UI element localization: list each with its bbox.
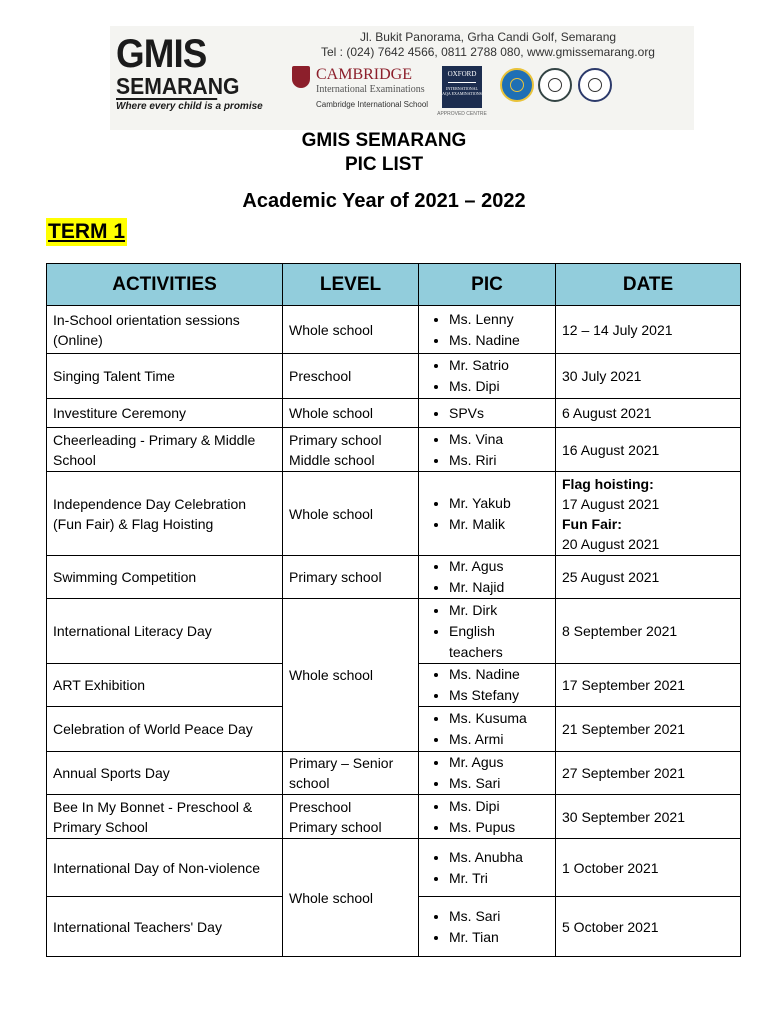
date-cell: 16 August 2021	[556, 428, 741, 472]
pic-item: • Mr. Agus	[449, 556, 549, 577]
activity-cell: Swimming Competition	[47, 556, 283, 599]
pic-item: • Ms. Vina	[449, 429, 549, 450]
date-cell: 21 September 2021	[556, 707, 741, 752]
level-line: Preschool	[289, 798, 352, 815]
pic-cell	[419, 556, 556, 599]
table-row	[47, 472, 741, 556]
date-cell: 27 September 2021	[556, 752, 741, 795]
table-row	[47, 599, 741, 664]
date-label-fun-fair: Fun Fair:	[562, 515, 622, 532]
oxford-caption: APPROVED CENTRE	[437, 111, 487, 117]
gmis-logo	[116, 32, 263, 124]
date-cell: 1 October 2021	[556, 839, 741, 897]
table-row	[47, 306, 741, 354]
date-cell: 30 July 2021	[556, 354, 741, 399]
pic-item: • Mr. Dirk	[449, 600, 549, 621]
pic-item: • English teachers	[449, 621, 549, 663]
date-cell: 30 September 2021	[556, 795, 741, 839]
pic-item: • Ms. Lenny	[449, 309, 549, 330]
date-cell: 12 – 14 July 2021	[556, 306, 741, 354]
pic-cell	[419, 664, 556, 707]
doc-title-list: PIC LIST	[344, 154, 424, 175]
pic-cell	[419, 472, 556, 556]
header-level: LEVEL	[283, 264, 419, 306]
level-line: Primary school	[289, 818, 382, 835]
oxford-sub: INTERNATIONAL AQA EXAMINATIONS	[442, 86, 482, 96]
level-cell: Whole school	[283, 306, 419, 354]
table-row	[47, 399, 741, 428]
tut-wuri-seal-icon	[500, 68, 534, 102]
term-heading: TERM 1	[46, 218, 127, 246]
pic-cell	[419, 839, 556, 897]
school-address: Jl. Bukit Panorama, Grha Candi Golf, Semarang	[359, 30, 617, 44]
date-cell: 17 September 2021	[556, 664, 741, 707]
pic-item: • Ms. Dipi	[449, 376, 549, 397]
date-cell: 5 October 2021	[556, 897, 741, 957]
pic-item: • Ms Stefany	[449, 685, 549, 706]
table-row	[47, 556, 741, 599]
school-address-block	[288, 30, 688, 60]
activity-cell: Independence Day Celebration (Fun Fair) & Flag Hoisting	[47, 472, 283, 556]
pic-item: • Mr. Agus	[449, 752, 549, 773]
level-line: Middle school	[289, 451, 375, 468]
activity-cell: Annual Sports Day	[47, 752, 283, 795]
cambridge-logo	[292, 64, 429, 114]
pic-cell	[419, 354, 556, 399]
table-row	[47, 839, 741, 897]
pic-item: • Mr. Najid	[449, 577, 549, 598]
header-pic: PIC	[419, 264, 556, 306]
level-cell: Preschool	[283, 354, 419, 399]
activity-cell: International Day of Non-violence	[47, 839, 283, 897]
pic-item: • Ms. Nadine	[449, 664, 549, 685]
doc-title-year: Academic Year of 2021 – 2022	[242, 190, 526, 212]
header-date: DATE	[556, 264, 741, 306]
cambridge-crest-icon	[292, 66, 310, 88]
table-row	[47, 752, 741, 795]
pic-item: • Mr. Satrio	[449, 355, 549, 376]
pic-item: • Mr. Malik	[449, 514, 549, 535]
pic-item: • Ms. Kusuma	[449, 708, 549, 729]
pic-cell	[419, 795, 556, 839]
header-activities: ACTIVITIES	[47, 264, 283, 306]
cambridge-sub: International Examinations	[316, 84, 425, 95]
pic-item: • Ms. Sari	[449, 773, 549, 794]
pic-cell	[419, 752, 556, 795]
pic-table	[46, 263, 741, 957]
activity-cell: Celebration of World Peace Day	[47, 707, 283, 752]
level-cell: Primary school	[283, 556, 419, 599]
pic-cell	[419, 897, 556, 957]
letterhead	[110, 26, 694, 130]
table-row	[47, 354, 741, 399]
pic-item: • Ms. Pupus	[449, 817, 549, 838]
date-flag-hoisting: 17 August 2021	[562, 495, 660, 512]
date-label-flag-hoisting: Flag hoisting:	[562, 475, 654, 492]
pic-cell	[419, 428, 556, 472]
logo-main-text: GMIS	[116, 32, 207, 76]
board-seal-icon	[538, 68, 572, 102]
logo-city-text: SEMARANG	[116, 73, 240, 99]
level-cell: Whole school	[283, 399, 419, 428]
school-contact: Tel : (024) 7642 4566, 0811 2788 080, www.gmissemarang.org	[321, 45, 655, 59]
level-cell: Whole school	[283, 599, 419, 752]
table-header-row	[47, 264, 741, 306]
oxford-logo	[442, 66, 482, 108]
date-cell: 25 August 2021	[556, 556, 741, 599]
level-line: Primary school	[289, 431, 382, 448]
date-cell: 8 September 2021	[556, 599, 741, 664]
association-seal-icon	[578, 68, 612, 102]
pic-cell	[419, 707, 556, 752]
activity-cell: In-School orientation sessions (Online)	[47, 306, 283, 354]
cambridge-name: CAMBRIDGE	[316, 66, 413, 83]
pic-item: • Ms. Riri	[449, 450, 549, 471]
pic-item: • Ms. Nadine	[449, 330, 549, 351]
activity-cell: ART Exhibition	[47, 664, 283, 707]
activity-cell: Bee In My Bonnet - Preschool & Primary School	[47, 795, 283, 839]
level-cell	[283, 428, 419, 472]
pic-cell	[419, 399, 556, 428]
doc-title-school: GMIS SEMARANG	[301, 130, 467, 151]
date-cell: 6 August 2021	[556, 399, 741, 428]
oxford-name: OXFORD	[447, 70, 477, 78]
activity-cell: Singing Talent Time	[47, 354, 283, 399]
activity-cell: Cheerleading - Primary & Middle School	[47, 428, 283, 472]
table-row	[47, 795, 741, 839]
pic-item: • Ms. Anubha	[449, 847, 549, 868]
cambridge-school: Cambridge International School	[316, 100, 429, 109]
pic-item: • SPVs	[449, 403, 549, 424]
pic-cell	[419, 306, 556, 354]
activity-cell: Investiture Ceremony	[47, 399, 283, 428]
activity-cell: International Literacy Day	[47, 599, 283, 664]
pic-item: • Ms. Armi	[449, 729, 549, 750]
level-cell: Primary – Senior school	[283, 752, 419, 795]
pic-item: • Mr. Yakub	[449, 493, 549, 514]
level-cell: Whole school	[283, 472, 419, 556]
pic-item: • Mr. Tian	[449, 927, 549, 948]
activity-cell: International Teachers' Day	[47, 897, 283, 957]
pic-item: • Ms. Dipi	[449, 796, 549, 817]
date-fun-fair: 20 August 2021	[562, 535, 660, 552]
pic-item: • Ms. Sari	[449, 906, 549, 927]
pic-cell	[419, 599, 556, 664]
pic-item: • Mr. Tri	[449, 868, 549, 889]
level-cell: Whole school	[283, 839, 419, 957]
logo-tagline: Where every child is a promise	[116, 101, 263, 112]
date-cell	[556, 472, 741, 556]
level-cell	[283, 795, 419, 839]
table-row	[47, 428, 741, 472]
